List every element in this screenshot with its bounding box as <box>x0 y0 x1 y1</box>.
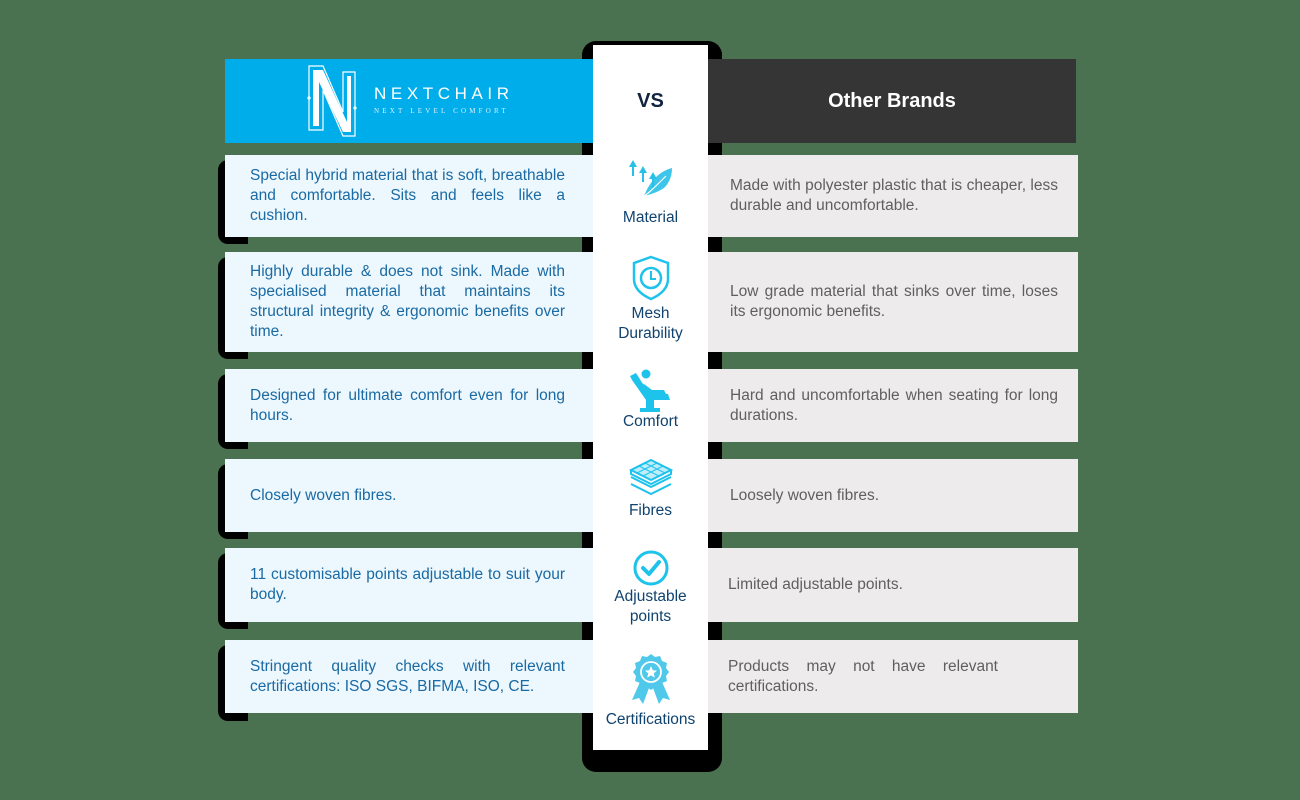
nextchair-logo-icon <box>303 62 363 140</box>
feather-icon <box>626 158 676 204</box>
feature-label-mesh: Mesh <box>631 305 670 322</box>
woven-layers-icon <box>626 458 676 504</box>
row-shadow <box>708 713 722 733</box>
nextchair-cell: 11 customisable points adjustable to suit your body. <box>225 548 593 622</box>
feature-label-points: points <box>629 608 672 625</box>
nextchair-cell: Special hybrid material that is soft, breathable and comfortable. Sits and feels like a cushion. <box>225 155 593 237</box>
others-cell: Limited adjustable points. <box>708 548 1078 622</box>
feature-label-comfort: Comfort <box>622 413 679 430</box>
others-cell: Hard and uncomfortable when seating for long durations. <box>708 369 1078 442</box>
reclining-chair-icon <box>626 368 676 414</box>
feature-label-material: Material <box>622 209 679 226</box>
row-shadow <box>708 355 722 369</box>
nextchair-cell: Stringent quality checks with relevant certifications: ISO SGS, BIFMA, ISO, CE. <box>225 640 593 713</box>
others-cell: Low grade material that sinks over time, loses its ergonomic benefits. <box>708 252 1078 352</box>
award-ribbon-icon <box>626 652 676 706</box>
feature-label-adjustable: Adjustable <box>614 588 687 605</box>
others-cell: Products may not have relevant certifications. <box>708 640 1078 713</box>
row-shadow <box>708 445 722 459</box>
row-shadow <box>708 534 722 548</box>
others-cell: Loosely woven fibres. <box>708 459 1078 532</box>
nextchair-cell: Designed for ultimate comfort even for long hours. <box>225 369 593 442</box>
brand-tagline: NEXT LEVEL COMFORT <box>374 107 509 115</box>
others-cell: Made with polyester plastic that is cheaper, less durable and uncomfortable. <box>708 155 1078 237</box>
vs-label: VS <box>637 90 664 112</box>
row-shadow <box>708 624 722 640</box>
feature-label-fibres: Fibres <box>628 502 673 519</box>
competitor-header: Other Brands <box>708 59 1076 143</box>
feature-label-durability: Durability <box>618 325 683 342</box>
brand-name: NEXTCHAIR <box>374 84 514 103</box>
nextchair-cell: Highly durable & does not sink. Made with specialised material that maintains its structural integrity & ergonomic benefits over time. <box>225 252 593 352</box>
feature-label-certifications: Certifications <box>605 711 696 728</box>
shield-clock-icon <box>626 255 676 301</box>
nextchair-cell: Closely woven fibres. <box>225 459 593 532</box>
